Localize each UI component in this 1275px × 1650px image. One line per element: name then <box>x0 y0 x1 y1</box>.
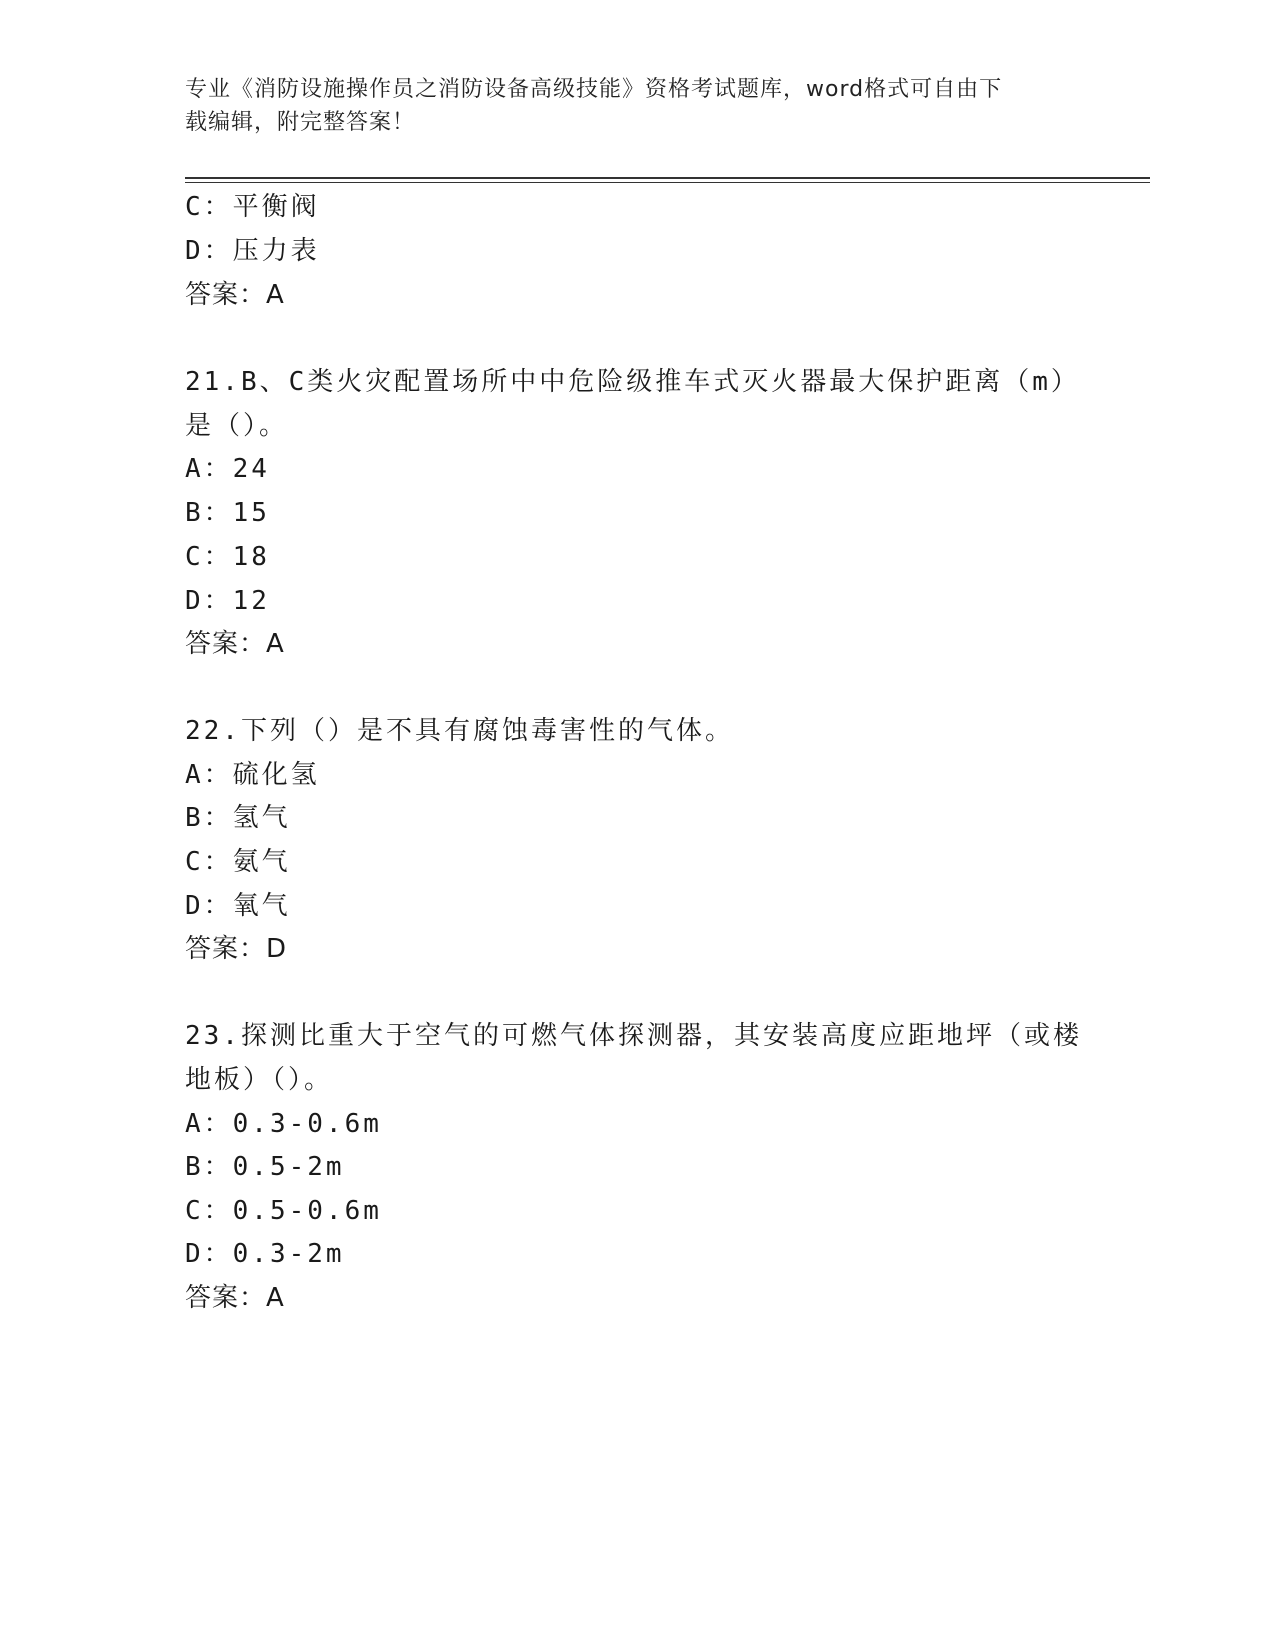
header-divider-thin <box>185 182 1150 183</box>
option-a: A：0.3-0.6m <box>185 1109 382 1139</box>
answer: 答案：A <box>185 629 285 659</box>
option-d: D：压力表 <box>185 236 320 266</box>
answer: 答案：A <box>185 280 285 310</box>
option-d: D：氧气 <box>185 891 291 921</box>
answer: 答案：A <box>185 1283 285 1313</box>
option-a: A：硫化氢 <box>185 760 320 790</box>
option-a: A：24 <box>185 454 270 484</box>
option-b: B：0.5-2m <box>185 1152 345 1182</box>
question-stem-continued: 是（）。 <box>185 411 289 441</box>
question-stem: 22.下列（）是不具有腐蚀毒害性的气体。 <box>185 716 734 746</box>
answer: 答案：D <box>185 934 288 964</box>
question-stem: 23.探测比重大于空气的可燃气体探测器，其安装高度应距地坪（或楼 <box>185 1021 1082 1051</box>
option-c: C：18 <box>185 542 270 572</box>
option-b: B：15 <box>185 498 270 528</box>
option-d: D：12 <box>185 586 270 616</box>
question-stem-continued: 地板）（）。 <box>185 1065 334 1095</box>
option-c: C：氨气 <box>185 847 291 877</box>
question-stem: 21.B、C类火灾配置场所中中危险级推车式灭火器最大保护距离（m） <box>185 367 1080 397</box>
page-header <box>185 73 1065 139</box>
header-line-1: 专业《消防设施操作员之消防设备高级技能》资格考试题库，word格式可自由下 <box>185 77 1003 102</box>
option-c: C：平衡阀 <box>185 192 320 222</box>
option-c: C：0.5-0.6m <box>185 1196 382 1226</box>
option-d: D：0.3-2m <box>185 1239 345 1269</box>
option-b: B：氢气 <box>185 803 291 833</box>
header-divider-thick <box>185 177 1150 179</box>
header-line-2: 载编辑，附完整答案！ <box>185 110 416 135</box>
